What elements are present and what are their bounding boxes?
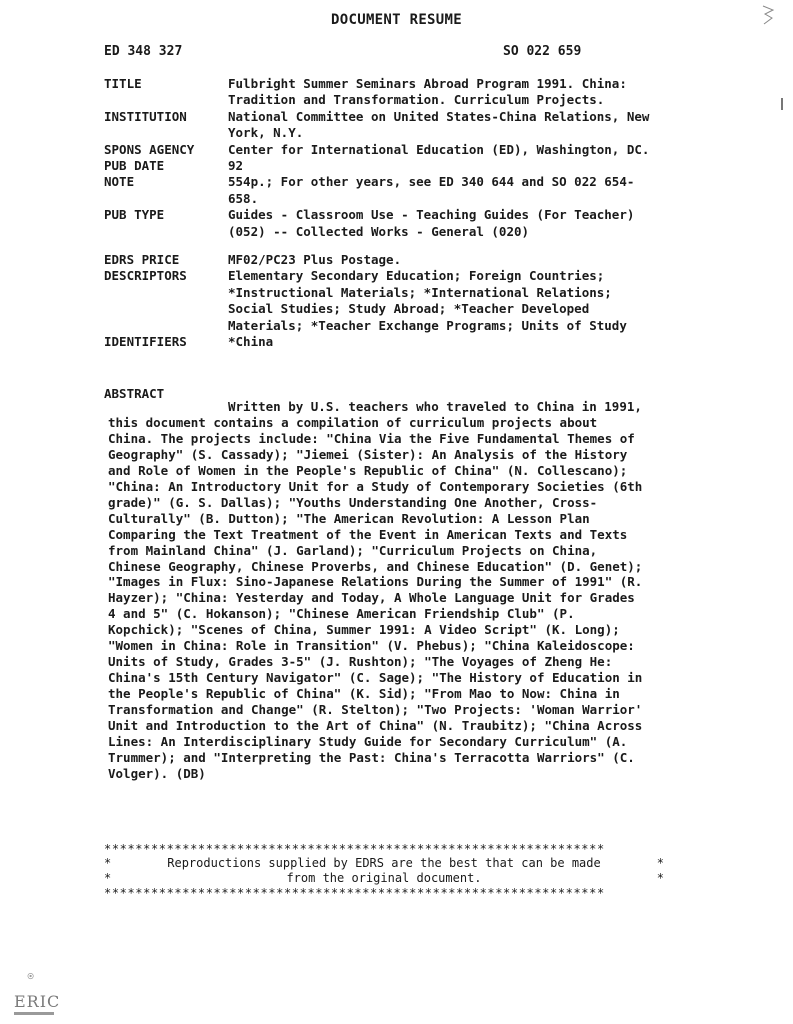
star-mark: * xyxy=(656,871,664,885)
notice-line-2 xyxy=(104,871,664,886)
meta-row-identifiers xyxy=(104,334,664,350)
meta-label: NOTE xyxy=(104,174,135,190)
metadata-table xyxy=(104,76,664,351)
eric-logo-icon xyxy=(14,972,58,990)
eric-logo-bar xyxy=(14,1012,54,1015)
meta-label: EDRS PRICE xyxy=(104,252,180,268)
reproduction-notice xyxy=(104,842,664,900)
stars-border-top: **************************************************************** xyxy=(104,842,605,856)
notice-text-2: from the original document. xyxy=(286,871,482,885)
abstract-label: ABSTRACT xyxy=(104,386,165,401)
meta-row-note xyxy=(104,174,664,207)
stars-border-bottom: **************************************************************** xyxy=(104,886,605,900)
meta-label: PUB DATE xyxy=(104,158,165,174)
meta-value: Center for International Education (ED), Washington, DC. xyxy=(228,141,650,157)
meta-row-institution xyxy=(104,109,664,142)
document-title: DOCUMENT RESUME xyxy=(331,12,462,28)
meta-value: Fulbright Summer Seminars Abroad Program 1991. China: Tradition and Transformation. Curriculum Projects. xyxy=(228,76,627,108)
meta-value: 92 xyxy=(228,158,244,174)
meta-row-title xyxy=(104,76,664,109)
meta-label: IDENTIFIERS xyxy=(104,334,187,350)
meta-label: INSTITUTION xyxy=(104,108,187,124)
abstract-text: Written by U.S. teachers who traveled to China in 1991, this document contains a compilation of curriculum projects about China. The projects include: "China Via the Five Fundamental Themes of Geography" (S. Cassady); "Jiemei (Sister): An Analysis of the History and Role of Women in the People's Republic of China" (N. Collescano); "China: An Introductory Unit for a Study of Contemporary Societies (6th grade)" (G. S. Dallas); "Youths Understanding One Another, Cross-Culturally" (B. Dutton); "The American Revolution: A Lesson Plan Comparing the Text Treatment of the Event in American Texts and Texts from Mainland China" (J. Garland); "Curriculum Projects on China, Chinese Geography, Chinese Proverbs, and Chinese Education" (D. Genet); "Images in Flux: Sino-Japanese Relations During the Summer of 1991" (R. Hayzer); "China: Yesterday and Today, A Whole Language Unit for Grades 4 and 5" (C. Hokanson); "Chinese American Friendship Club" (P. Kopchick); "Scenes of China, Summer 1991: A Video Script" (K. Long); "Women in China: Role in Transition" (V. Phebus); "China Kaleidoscope: Units of Study, Grades 3-5" (J. Rushton); "The Voyages of Zheng He: China's 15th Century Navigator" (C. Sage); "The History of Education in the People's Republic of China" (K. Sid); "From Mao to Now: China in Transformation and Change" (R. Stelton); "Two Projects: 'Woman Warrior' Unit and Introduction to the Art of China" (N. Traubitz); "China Across Lines: An Interdisciplinary Study Guide for Secondary Curriculum" (A. Trummer); and "Interpreting the Past: China's Terracotta Warriors" (C. Volger). (DB) xyxy=(108,399,643,781)
meta-row-edrs-price xyxy=(104,252,664,268)
meta-label: SPONS AGENCY xyxy=(104,141,195,157)
star-mark: * xyxy=(656,856,664,870)
scan-artifact-icon xyxy=(761,4,775,26)
star-mark: * xyxy=(104,871,112,885)
meta-label: PUB TYPE xyxy=(104,207,165,223)
meta-value: MF02/PC23 Plus Postage. xyxy=(228,252,402,268)
meta-label: DESCRIPTORS xyxy=(104,268,187,284)
meta-row-pub-date xyxy=(104,158,664,174)
notice-line-1 xyxy=(104,856,664,871)
meta-row-spons-agency xyxy=(104,142,664,158)
meta-value: National Committee on United States-China Relations, New York, N.Y. xyxy=(228,108,650,141)
star-mark: * xyxy=(104,856,112,870)
meta-value: *China xyxy=(228,334,274,350)
meta-label: TITLE xyxy=(104,76,142,91)
meta-row-pub-type xyxy=(104,207,664,240)
so-number: SO 022 659 xyxy=(503,44,582,59)
meta-value: Guides - Classroom Use - Teaching Guides (For Teacher) (052) -- Collected Works - General (020) xyxy=(228,207,635,239)
meta-value: 554p.; For other years, see ED 340 644 and SO 022 654-658. xyxy=(228,174,635,206)
notice-text-1: Reproductions supplied by EDRS are the best that can be made xyxy=(167,856,601,870)
meta-row-descriptors xyxy=(104,268,664,334)
meta-value: Elementary Secondary Education; Foreign Countries; *Instructional Materials; *International Relations; Social Studies; Study Abroad; *Teacher Developed Materials; *Teacher Exchange Programs; Units of Study xyxy=(228,268,627,333)
scan-artifact-tick xyxy=(781,98,783,110)
ed-number: ED 348 327 xyxy=(104,44,183,59)
eric-logo-text: ERIC xyxy=(14,992,61,1011)
